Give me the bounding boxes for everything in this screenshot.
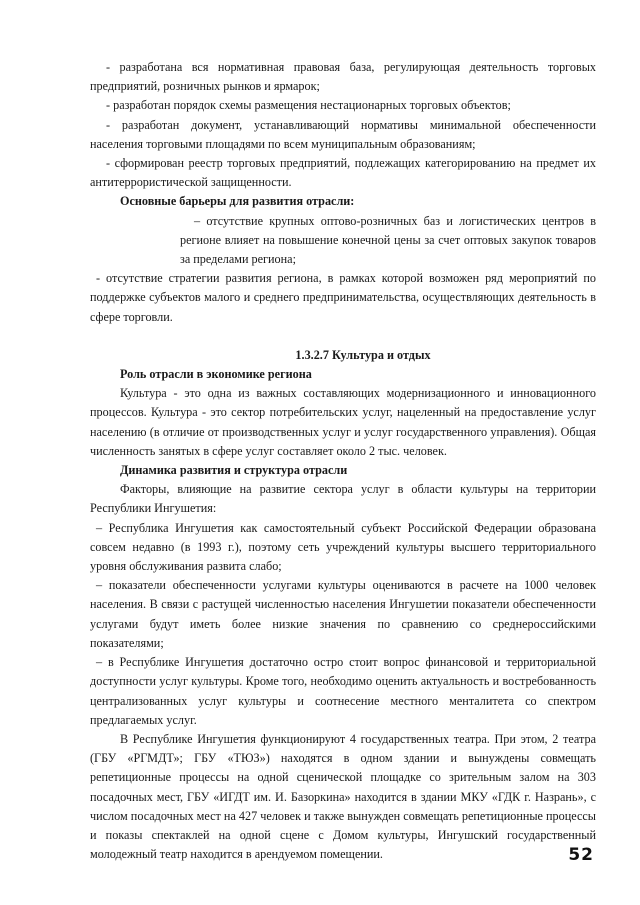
dynamics-heading: Динамика развития и структура отрасли [120,463,348,478]
document-body [90,58,596,864]
paragraph-theatres: В Республике Ингушетия функционируют 4 государственных театра. При этом, 2 театра (ГБУ «РГМДТ»; ГБУ «ТЮЗ») находятся в одном здании и вынуждены совмещать репетиционные процессы на одной сценической площадке со зрительным залом на 303 посадочных мест, ГБУ «ИГДТ им. И. Базоркина» находится в здании МКУ «ГДК г. Назрань», с числом посадочных мест на 427 человек и также вынужден совмещать репетиционные процессы и показы спектаклей на одной сцене с Домом культуры, Ингушский государственный молодежный театр находится в арендуемом помещении. [90,731,596,862]
barrier-strategy: - отсутствие стратегии развития региона, в рамках которой возможен ряд мероприятий по поддержке субъектов малого и среднего предпринимательства, осуществляющих деятельность в сфере торговли. [90,271,596,324]
paragraph-registry: - сформирован реестр торговых предприятий, подлежащих категорированию на предмет их антитеррористической защищенности. [90,156,596,190]
barriers-heading: Основные барьеры для развития отрасли: [120,194,355,209]
paragraph-factors-intro: Факторы, влияющие на развитие сектора услуг в области культуры на территории Республики Ингушетия: [90,482,596,516]
barrier-logistics: – отсутствие крупных оптово-розничных баз и логистических центров в регионе влияет на повышение конечной цены за счет оптовых закупок товаров за пределами региона; [180,213,596,267]
paragraph-role: Культура - это одна из важных составляющих модернизационного и инновационного процессов. Культура - это сектор потребительских услуг, нацеленный на предоставление услуг населению (в отличие от производственных услуг и услуг государственного управления). Общая численность занятых в сфере услуг составляет около 2 тыс. человек. [90,386,596,458]
paragraph-area-norms: - разработан документ, устанавливающий нормативы минимальной обеспеченности населения торговыми площадями по всем муниципальным образованиям; [90,117,596,151]
paragraph-legal-base: - разработана вся нормативная правовая база, регулирующая деятельность торговых предприятий, розничных рынков и ярмарок; [90,60,596,94]
factor-young-republic: – Республика Ингушетия как самостоятельный субъект Российской Федерации образована совсем недавно (в 1993 г.), поэтому сеть учреждений культуры высшего территориального уровня обслуживания развита слабо; [90,520,596,574]
page-number: 52 [568,845,594,865]
paragraph-kiosk-scheme: - разработан порядок схемы размещения нестационарных торговых объектов; [106,98,511,113]
factor-accessibility: – в Республике Ингушетия достаточно остро стоит вопрос финансовой и территориальной доступности услуг культуры. Кроме того, необходимо оценить актуальность и востребованность централизованных услуг культуры и соотнесение местного менталитета со спектром предлагаемых услуг. [90,655,596,727]
role-heading: Роль отрасли в экономике региона [120,367,312,382]
section-title: 1.3.2.7 Культура и отдых [295,347,431,362]
factor-service-ratio: – показатели обеспеченности услугами культуры оцениваются в расчете на 1000 человек населения. В связи с растущей численностью населения Ингушетии показатели обеспеченности услугами будут иметь более низкие значения по сравнению со среднероссийскими показателями; [90,578,596,650]
